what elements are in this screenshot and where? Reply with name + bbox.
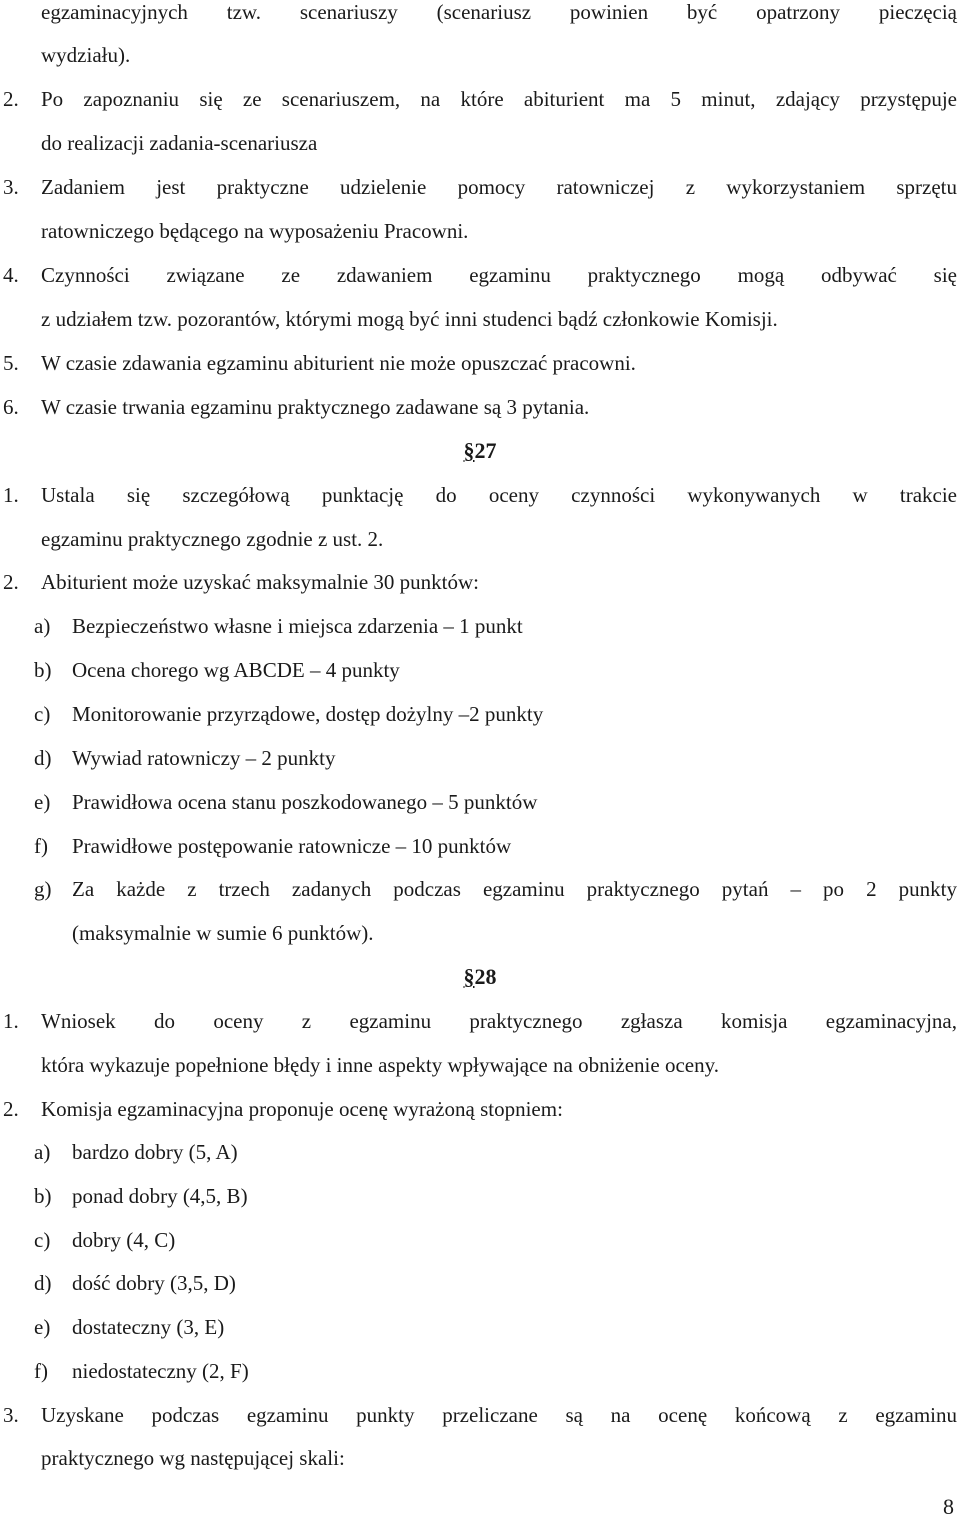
- section-heading-27: [0, 436, 960, 466]
- section-number: 27: [474, 438, 497, 463]
- section-heading-28: [0, 962, 960, 992]
- list-item: 2. Abiturient może uzyskać maksymalnie 30 punktów:: [3, 570, 479, 594]
- list-item: 2. Po zapoznaniu się ze scenariuszem, na które abiturient ma 5 minut, zdający przystępuje: [3, 87, 957, 111]
- paragraph-line: egzaminacyjnych tzw. scenariuszy (scenariusz powinien być opatrzony pieczęcią: [41, 0, 957, 24]
- grade-item-c: c) dobry (4, C): [34, 1228, 176, 1252]
- paragraph-line: do realizacji zadania-scenariusza: [41, 131, 318, 155]
- paragraph-sign: §: [463, 964, 475, 989]
- list-item: 3. Uzyskane podczas egzaminu punkty przeliczane są na ocenę końcową z egzaminu: [3, 1403, 957, 1427]
- paragraph-line: praktycznego wg następującej skali:: [41, 1446, 345, 1470]
- grade-item-d: d) dość dobry (3,5, D): [34, 1271, 236, 1295]
- paragraph-line: z udziałem tzw. pozorantów, którymi mogą być inni studenci bądź członkowie Komisji.: [41, 307, 778, 331]
- paragraph-line: która wykazuje popełnione błędy i inne aspekty wpływające na obniżenie oceny.: [41, 1053, 719, 1077]
- point-item-a: a) Bezpieczeństwo własne i miejsca zdarzenia – 1 punkt: [34, 614, 523, 638]
- grade-item-e: e) dostateczny (3, E): [34, 1315, 225, 1339]
- list-item: 1. Ustala się szczegółową punktację do oceny czynności wykonywanych w trakcie: [3, 483, 957, 507]
- grade-item-a: a) bardzo dobry (5, A): [34, 1140, 238, 1164]
- paragraph-line: wydziału).: [41, 43, 131, 67]
- list-item: 6. W czasie trwania egzaminu praktycznego zadawane są 3 pytania.: [3, 395, 590, 419]
- paragraph-sign: §: [463, 438, 475, 463]
- point-item-d: d) Wywiad ratowniczy – 2 punkty: [34, 746, 336, 770]
- point-item-c: c) Monitorowanie przyrządowe, dostęp dożylny –2 punkty: [34, 702, 544, 726]
- list-item: 1. Wniosek do oceny z egzaminu praktycznego zgłasza komisja egzaminacyjna,: [3, 1009, 957, 1033]
- point-item-e: e) Prawidłowa ocena stanu poszkodowanego – 5 punktów: [34, 790, 538, 814]
- point-item-b: b) Ocena chorego wg ABCDE – 4 punkty: [34, 658, 400, 682]
- paragraph-line: (maksymalnie w sumie 6 punktów).: [72, 921, 374, 945]
- list-item: 3. Zadaniem jest praktyczne udzielenie pomocy ratowniczej z wykorzystaniem sprzętu: [3, 175, 957, 199]
- page-number: 8: [943, 1494, 954, 1519]
- list-item: 5. W czasie zdawania egzaminu abiturient nie może opuszczać pracowni.: [3, 351, 636, 375]
- paragraph-line: ratowniczego będącego na wyposażeniu Pracowni.: [41, 219, 469, 243]
- point-item-g: g) Za każde z trzech zadanych podczas egzaminu praktycznego pytań – po 2 punkty: [34, 877, 957, 901]
- grade-item-b: b) ponad dobry (4,5, B): [34, 1184, 248, 1208]
- list-item: 4. Czynności związane ze zdawaniem egzaminu praktycznego mogą odbywać się: [3, 263, 957, 287]
- list-item: 2. Komisja egzaminacyjna proponuje ocenę wyrażoną stopniem:: [3, 1097, 563, 1121]
- paragraph-line: egzaminu praktycznego zgodnie z ust. 2.: [41, 527, 384, 551]
- point-item-f: f) Prawidłowe postępowanie ratownicze – 10 punktów: [34, 834, 512, 858]
- grade-item-f: f) niedostateczny (2, F): [34, 1359, 249, 1383]
- section-number: 28: [474, 964, 497, 989]
